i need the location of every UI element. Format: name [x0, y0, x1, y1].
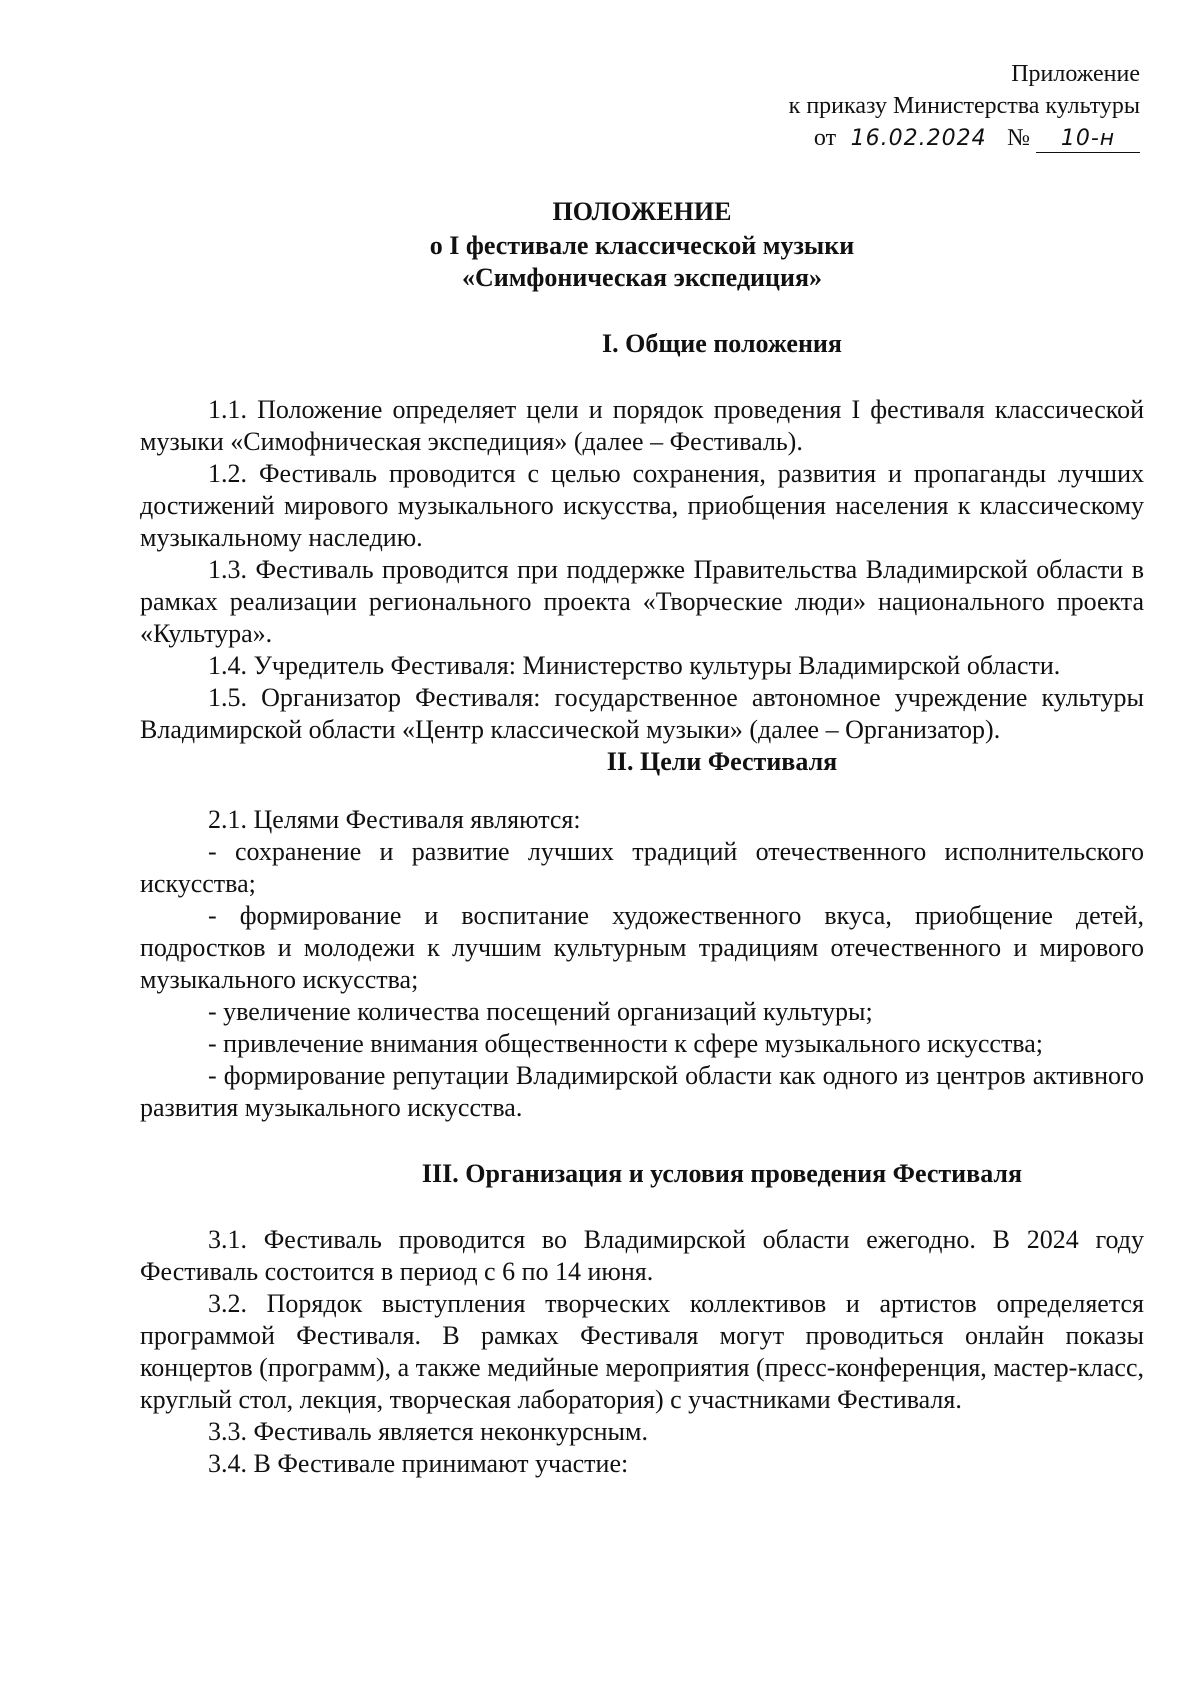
document-title — [140, 196, 1144, 294]
annex-line-1: Приложение — [1011, 61, 1140, 87]
title-line-3: «Симфоническая экспедиция» — [461, 263, 823, 292]
annex-date-prefix: от — [813, 125, 837, 151]
section-3-heading: III. Организация и условия проведения Фестиваля — [421, 1159, 1023, 1188]
goal-item: - формирование репутации Владимирской области как одного из центров активного развития музыкального искусства. — [140, 1061, 1144, 1122]
paragraph-3-1: 3.1. Фестиваль проводится во Владимирской области ежегодно. В 2024 году Фестиваль состоится в период с 6 по 14 июня. — [140, 1225, 1144, 1286]
handwritten-number: 10-н — [1036, 126, 1140, 153]
title-line-2: о I фестивале классической музыки — [429, 231, 855, 260]
paragraph-2-1: 2.1. Целями Фестиваля являются: — [208, 805, 581, 834]
paragraph-1-3: 1.3. Фестиваль проводится при поддержке Правительства Владимирской области в рамках реализации регионального проекта «Творческие люди» национального проекта «Культура». — [140, 555, 1144, 648]
annex-line-2: к приказу Министерства культуры — [788, 93, 1140, 119]
annex-header — [760, 58, 1140, 155]
paragraph-1-4: 1.4. Учредитель Фестиваля: Министерство культуры Владимирской области. — [208, 651, 1061, 680]
paragraph-3-2: 3.2. Порядок выступления творческих коллективов и артистов определяется программой Фестиваля. В рамках Фестиваля могут проводиться онлайн показы концертов (программ), а также медийные мероприятия (пресс-конференция, мастер-класс, круглый стол, лекция, творческая лаборатория) с участниками Фестиваля. — [140, 1289, 1144, 1414]
paragraph-3-4: 3.4. В Фестивале принимают участие: — [208, 1449, 629, 1478]
handwritten-date: 16.02.2024 — [850, 126, 987, 151]
annex-number-prefix: № — [1007, 125, 1030, 151]
goal-item: - формирование и воспитание художественного вкуса, приобщение детей, подростков и молодежи к лучшим культурным традициям отечественного и мирового музыкального искусства; — [140, 901, 1144, 994]
annex-date-line — [760, 122, 1140, 155]
paragraph-1-1: 1.1. Положение определяет цели и порядок проведения I фестиваля классической музыки «Симофническая экспедиция» (далее – Фестиваль). — [140, 395, 1144, 456]
title-line-1: ПОЛОЖЕНИЕ — [552, 197, 732, 226]
paragraph-1-5: 1.5. Организатор Фестиваля: государственное автономное учреждение культуры Владимирской области «Центр классической музыки» (далее – Организатор). — [140, 683, 1144, 744]
section-2-heading: II. Цели Фестиваля — [606, 747, 838, 776]
document-body — [140, 196, 1144, 1480]
section-1-heading: I. Общие положения — [602, 329, 842, 358]
goal-item: - увеличение количества посещений организаций культуры; — [208, 997, 873, 1026]
paragraph-3-3: 3.3. Фестиваль является неконкурсным. — [208, 1417, 648, 1446]
goal-item: - привлечение внимания общественности к сфере музыкального искусства; — [208, 1029, 1044, 1058]
goal-item: - сохранение и развитие лучших традиций отечественного исполнительского искусства; — [140, 837, 1144, 898]
paragraph-1-2: 1.2. Фестиваль проводится с целью сохранения, развития и пропаганды лучших достижений мирового музыкального искусства, приобщения населения к классическому музыкальному наследию. — [140, 459, 1144, 552]
